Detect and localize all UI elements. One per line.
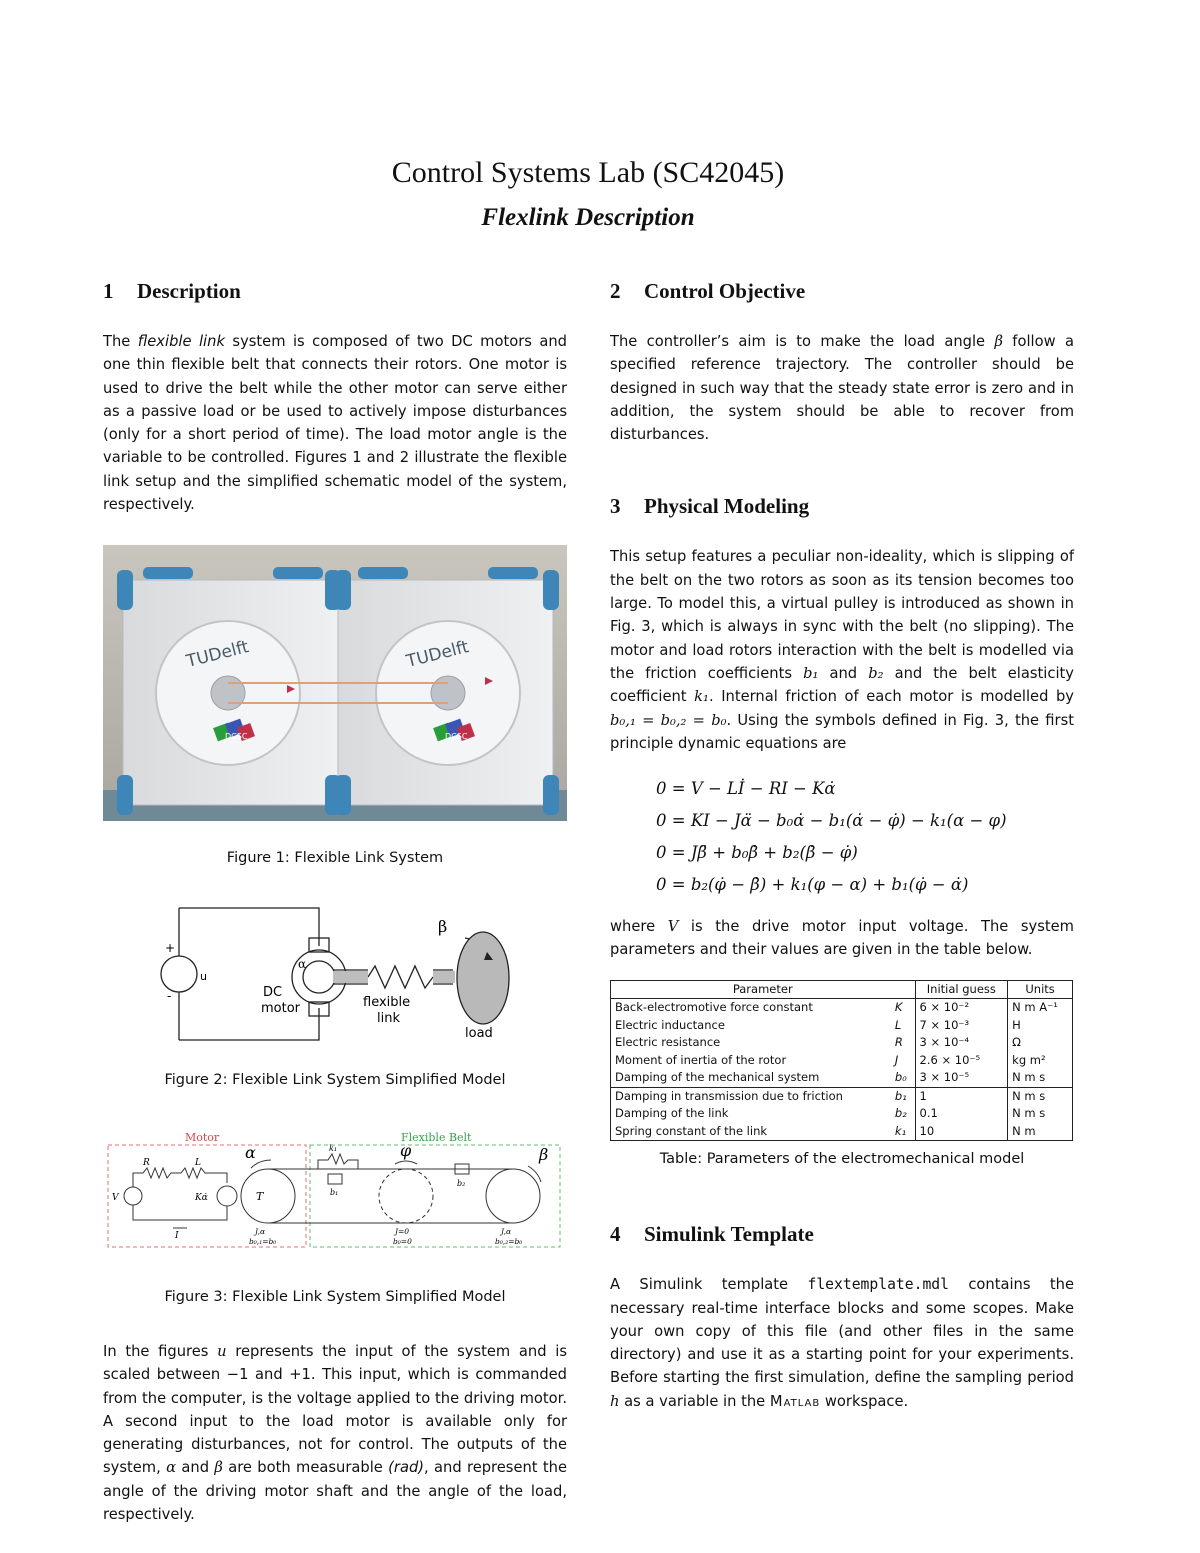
table-header: Initial guess: [915, 980, 1008, 999]
math-symbol: b₁: [803, 664, 819, 682]
text-run: where: [610, 918, 668, 936]
rotor-1-inertia-label: J,α: [255, 1227, 266, 1236]
figure-3-caption: Figure 3: Flexible Link System Simplified Model: [164, 1289, 506, 1305]
tudelft-logo-text: TUDelft: [184, 637, 251, 672]
rotor-1-damping-label: b₀,₁=b₀: [249, 1237, 277, 1246]
text-run: as a variable in the: [619, 1392, 770, 1410]
table-cell: 3 × 10⁻⁴: [915, 1034, 1008, 1052]
beta-label: β: [438, 917, 448, 936]
table-cell: R: [894, 1035, 903, 1050]
text-run: and: [818, 664, 869, 682]
figure-1-caption: Figure 1: Flexible Link System: [226, 850, 444, 866]
table-row: [611, 1034, 1073, 1052]
damper-1-label: b₁: [330, 1188, 339, 1197]
table-cell: 1: [915, 1087, 1008, 1105]
table-cell: L: [894, 1017, 902, 1032]
rotor-2-damping-label: b₀,₂=b₀: [495, 1237, 523, 1246]
minus-sign: -: [167, 989, 172, 1003]
table-cell: J: [894, 1052, 899, 1067]
load-label: load: [465, 1026, 493, 1041]
equations-block: [656, 773, 1074, 901]
section-number: 3: [610, 494, 621, 519]
math-symbol: h: [610, 1392, 620, 1410]
table-cell: N m s: [1008, 1069, 1073, 1087]
damper-2-label: b₂: [457, 1179, 466, 1188]
equation-1: 0 = V − Lİ − RI − Kα̇: [656, 779, 836, 799]
emphasis-text: (rad): [388, 1459, 424, 1477]
figure-2: [103, 900, 567, 1088]
table-row: [611, 1105, 1073, 1123]
section-number: 4: [610, 1222, 621, 1247]
equation-4: 0 = b₂(φ̇ − β̇) + k₁(φ − α) + b₁(φ̇ − α̇): [656, 875, 969, 895]
table-cell: 3 × 10⁻⁵: [915, 1069, 1008, 1087]
spring-label: k₁: [329, 1144, 338, 1153]
section-4-heading: [610, 1219, 1074, 1249]
text-run: This setup features a peculiar non-ideality, which is slipping of the belt on the two rotors as soon as its tension becomes too large. To model this, a virtual pulley is introduced as shown in Fig. 3, which is always in sync with the belt (no slipping). The motor and load rotors interaction with the belt is modelled via the friction coefficients: [610, 548, 1074, 682]
emphasis-text: flexible link: [137, 333, 225, 350]
table-cell: N m: [1008, 1123, 1073, 1141]
section-1-paragraph-2: [103, 1340, 567, 1526]
section-3-paragraph-2: [610, 915, 1074, 962]
page-title: Control Systems Lab (SC42045): [391, 156, 785, 189]
section-title: Control Objective: [644, 279, 806, 303]
text-run: represents the input of the system and is scaled between −1 and +1. This input, which is commanded from the computer, is the voltage applied to the driving motor. A second input to the load motor is available only for generating disturbances, not for control. The outputs of the system,: [103, 1343, 567, 1477]
flexible-link-photo: [103, 545, 567, 821]
page-subtitle: Flexlink Description: [481, 204, 695, 231]
table-cell: kg m²: [1008, 1052, 1073, 1070]
math-symbol: V: [667, 918, 679, 936]
table-cell: N m s: [1008, 1087, 1073, 1105]
section-number: 2: [610, 279, 621, 303]
table-cell: Damping in transmission due to friction: [611, 1087, 891, 1105]
table-row: [611, 999, 1073, 1017]
motor-label: motor: [261, 1001, 301, 1016]
figure-1: [103, 545, 567, 866]
math-inline: b₀,₁ = b₀,₂ = b₀: [610, 711, 727, 729]
text-run: are both measurable: [222, 1459, 389, 1477]
equation-3: 0 = Jβ̈ + b₀β̇ + b₂(β̇ − φ̇): [656, 843, 858, 863]
math-symbol: β: [214, 1459, 223, 1477]
simplified-model-diagram: [103, 900, 567, 1050]
table-cell: 0.1: [915, 1105, 1008, 1123]
math-symbol: k₁: [694, 688, 709, 706]
section-title: Description: [137, 279, 241, 303]
table-row: [611, 1017, 1073, 1035]
text-run: contains the necessary real-time interface blocks and some scopes. Make your own copy of this file (and other files in the same directory) and use it as a starting point for your experiments. Before starting the first simulation, define the sampling period: [610, 1276, 1074, 1387]
section-1-heading: [103, 276, 567, 306]
text-run: A Simulink template: [610, 1276, 808, 1294]
pulley-inertia-label: J=0: [395, 1227, 410, 1236]
beta-label: β: [539, 1145, 549, 1164]
math-symbol: u: [217, 1343, 227, 1360]
table-cell: Damping of the link: [611, 1105, 891, 1123]
table-cell: N m s: [1008, 1105, 1073, 1123]
voltage-label: V: [112, 1193, 119, 1203]
table-cell: N m A⁻¹: [1008, 999, 1073, 1017]
table-row: [611, 1069, 1073, 1087]
section-1-paragraph-1: [103, 330, 567, 516]
current-label: I: [175, 1231, 179, 1241]
table-cell: K: [894, 1000, 903, 1015]
torque-label: T: [256, 1190, 264, 1203]
table-row: [611, 1052, 1073, 1070]
motor-group-label: Motor: [185, 1131, 220, 1144]
section-number: 1: [103, 279, 114, 303]
table-cell: Electric inductance: [611, 1017, 891, 1035]
text-run: , and represent the angle of the driving motor shaft and the angle of the load, respectively.: [103, 1459, 568, 1524]
table-row: [611, 1087, 1073, 1105]
table-cell: 6 × 10⁻²: [915, 999, 1008, 1017]
link-label: link: [377, 1011, 400, 1026]
text-run: . Internal friction of each motor is modelled by: [708, 688, 1074, 706]
text-run: and the belt elasticity coefficient: [610, 664, 1074, 706]
rotor-2-inertia-label: J,α: [501, 1227, 512, 1236]
table-cell: 2.6 × 10⁻⁵: [915, 1052, 1008, 1070]
table-header: Parameter: [611, 980, 916, 999]
matlab-name: Matlab: [769, 1392, 821, 1410]
table-cell: b₂: [894, 1106, 907, 1121]
text-run: The: [103, 333, 138, 350]
table-row: [611, 1123, 1073, 1141]
section-title: Simulink Template: [644, 1222, 814, 1247]
plus-sign: +: [165, 941, 176, 955]
left-column: [103, 276, 567, 516]
parameters-table: [610, 980, 1073, 1142]
math-symbol: b₂: [868, 664, 884, 682]
text-run: follow a specified reference trajectory. The controller should be designed in such way that the steady state error is zero and in addition, the system should be able to recover from disturbances.: [610, 333, 1074, 444]
dcsc-text: DCSC: [445, 732, 468, 741]
table-cell: Back-electromotive force constant: [611, 999, 891, 1017]
filename: flextemplate.mdl: [807, 1276, 949, 1294]
alpha-label: α: [298, 957, 307, 971]
text-run: and: [176, 1459, 215, 1477]
equation-2: 0 = KI − Jα̈ − b₀α̇ − b₁(α̇ − φ̇) − k₁(α − φ): [656, 811, 1007, 831]
right-column: [610, 276, 1074, 1413]
back-emf-label: Kα̇: [195, 1193, 208, 1203]
text-run: In the figures: [103, 1343, 218, 1360]
table-cell: 10: [915, 1123, 1008, 1141]
table-cell: Ω: [1008, 1034, 1073, 1052]
table-cell: Electric resistance: [611, 1034, 891, 1052]
pulley-damping-label: b₀=0: [393, 1237, 412, 1246]
input-label: u: [200, 970, 207, 983]
table-caption: Table: Parameters of the electromechanical model: [659, 1151, 1025, 1168]
section-1-continued: [103, 1340, 567, 1526]
table-cell: Spring constant of the link: [611, 1123, 891, 1141]
text-run: system is composed of two DC motors and one thin flexible belt that connects their rotors. One motor is used to drive the belt while the other motor can serve either as a passive load or be used to actively impose disturbances (only for a short period of time). The load motor angle is the variable to be controlled. Figures 1 and 2 illustrate the flexible link setup and the simplified schematic model of the system, respectively.: [103, 333, 567, 514]
table-header: Units: [1008, 980, 1073, 999]
figure-3: [103, 1128, 567, 1305]
section-3-paragraph-1: [610, 545, 1074, 755]
text-run: . Using the symbols defined in Fig. 3, the first principle dynamic equations are: [610, 711, 1074, 752]
table-cell: 7 × 10⁻³: [915, 1017, 1008, 1035]
section-3-heading: [610, 491, 1074, 521]
belt-group-label: Flexible Belt: [401, 1131, 472, 1144]
table-cell: k₁: [894, 1123, 907, 1138]
phi-label: φ: [400, 1141, 412, 1160]
dc-label: DC: [263, 985, 283, 1000]
tudelft-logo-text: TUDelft: [404, 637, 471, 672]
section-2-heading: [610, 276, 1074, 306]
figure-2-caption: Figure 2: Flexible Link System Simplified Model: [164, 1072, 506, 1088]
virtual-pulley-diagram: [103, 1128, 567, 1253]
section-2-paragraph: [610, 330, 1074, 446]
table-cell: b₀: [894, 1070, 907, 1085]
text-run: The controller’s aim is to make the load angle: [610, 333, 995, 350]
flexible-label: flexible: [363, 995, 411, 1010]
table-header-row: [611, 980, 1073, 999]
text-run: is the drive motor input voltage. The system parameters and their values are given in the table below.: [610, 918, 1074, 959]
section-4-paragraph: [610, 1273, 1074, 1413]
inductor-label: L: [195, 1158, 201, 1168]
resistor-label: R: [143, 1158, 150, 1168]
table-cell: H: [1008, 1017, 1073, 1035]
table-cell: Damping of the mechanical system: [611, 1069, 891, 1087]
dcsc-text: DCSC: [225, 732, 248, 741]
math-symbol: α: [166, 1459, 177, 1477]
math-symbol: β: [994, 333, 1003, 350]
table-cell: Moment of inertia of the rotor: [611, 1052, 891, 1070]
alpha-label: α: [245, 1143, 256, 1162]
section-title: Physical Modeling: [644, 494, 810, 519]
text-run: workspace.: [820, 1392, 909, 1410]
table-cell: b₁: [894, 1088, 907, 1103]
